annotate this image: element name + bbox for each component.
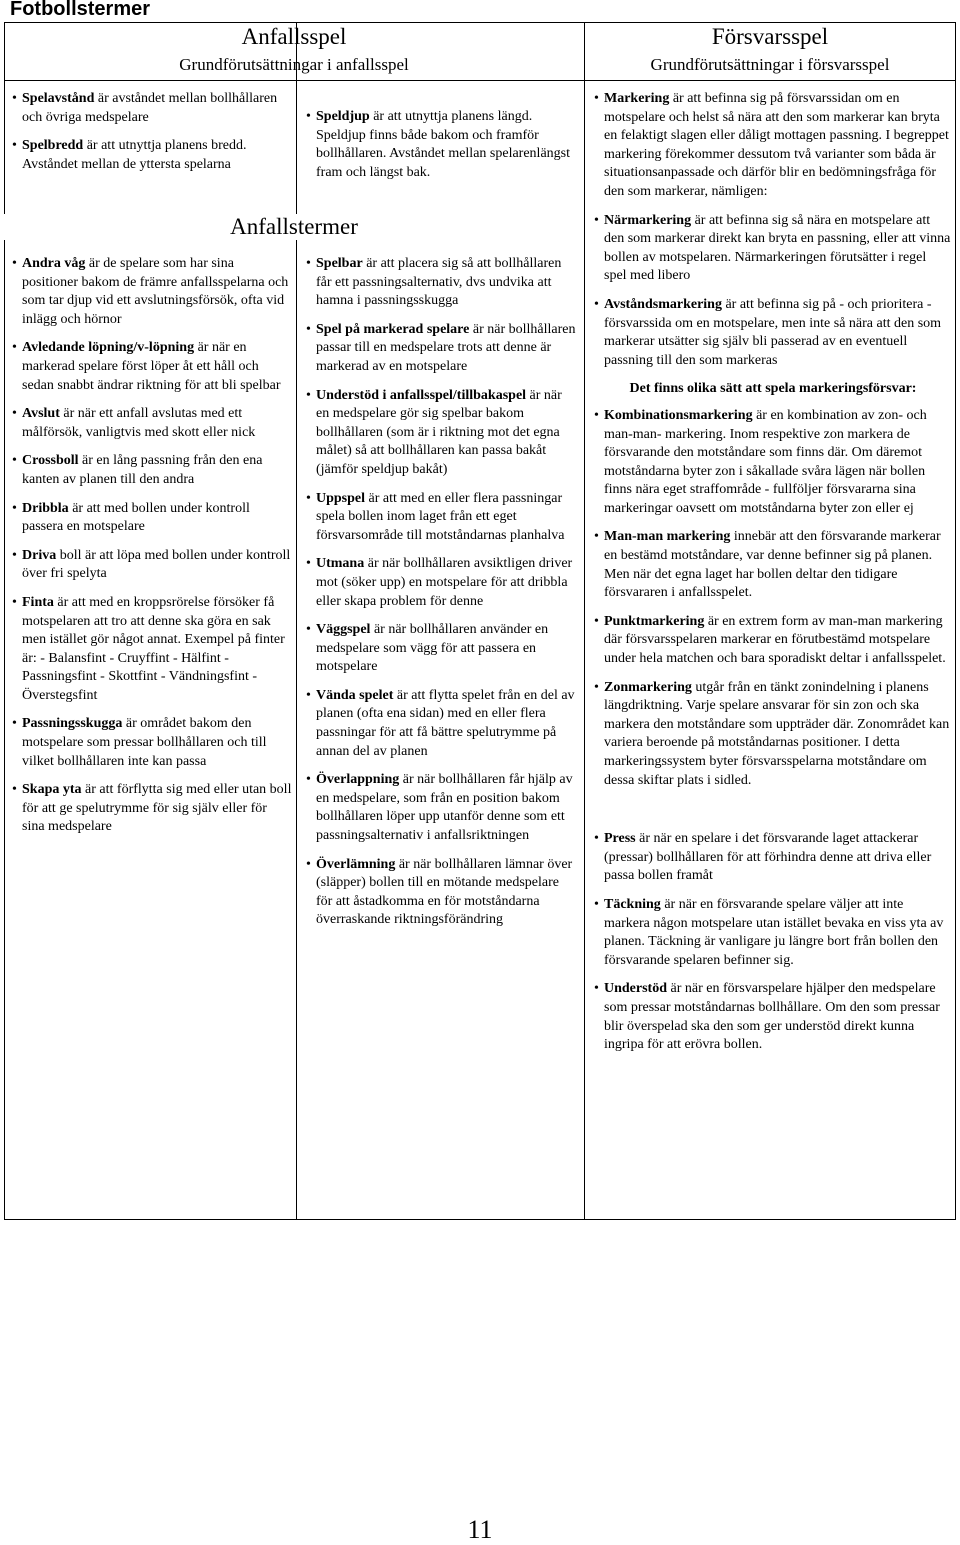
term-definition: är att med en kroppsrörelse försöker få motspelaren att tro att denne ska göra en sak men istället gör något annat. Exempel på finter är: - Balansfint - Cruyffint - Hälfint - Passningsfint - Skottfint - Vändningsfint - Överstegsfint	[22, 594, 285, 703]
term-definition: är att befinna sig så nära en motspelare att den som markerar direkt kan bryta en passning, eller att vinna bollen av motspelaren. Närmarkeringen förutsätter i regel spel med libero	[604, 212, 951, 284]
term-entry	[12, 715, 292, 771]
term-entry	[12, 405, 292, 442]
term-entry	[12, 452, 292, 489]
term-definition: är avståndet mellan bollhållaren och övriga medspelare	[22, 91, 278, 125]
term-definition: är när bollhållaren lämnar över (släpper) bollen till en mötande medspelare för att åstadkomma en för motståndarna överraskande riktningsförändring	[316, 856, 573, 928]
term-name: Spelavstånd	[22, 91, 95, 106]
term-entry	[594, 212, 952, 286]
term-name: Täckning	[604, 896, 661, 912]
term-definition: är när en medspelare gör sig spelbar bakom bollhållaren (som är i riktning mot det egna målet) så att bollhållaren kan passa bakåt (jämför speldjup bakåt)	[316, 387, 562, 477]
term-definition: är en extrem form av man-man markering där försvarsspelaren markerar en förutbestämd motspelare under hela matchen och bara sporadiskt deltar i anfallsspelet.	[604, 613, 946, 667]
term-entry	[306, 321, 578, 377]
term-definition: är att utnyttja planens längd. Speldjup finns både bakom och framför bollhållaren. Avståndet mellan spelarenlängst fram och längst bak.	[316, 109, 570, 180]
term-entry	[306, 621, 578, 677]
term-name: Zonmarkering	[604, 679, 692, 695]
term-entry	[306, 108, 578, 182]
term-entry	[306, 255, 578, 311]
term-entry	[594, 296, 952, 370]
term-definition: är när en försvarspelare hjälper den medspelare som pressar motståndarnas bollhållare. Om den som pressar blir överspelad ska den som ger understöd direkt kunna ingripa för att erövra bollen.	[604, 981, 940, 1053]
term-name: Spelbar	[316, 256, 363, 271]
term-entry	[594, 90, 952, 202]
term-name: Dribbla	[22, 500, 69, 516]
term-entry	[12, 500, 292, 537]
term-entry	[594, 830, 952, 886]
term-entry	[306, 771, 578, 845]
term-name: Avståndsmarkering	[604, 296, 722, 312]
term-name: Crossboll	[22, 453, 79, 469]
term-name: Speldjup	[316, 109, 370, 124]
term-definition: är området bakom den motspelare som pressar bollhållaren och till vilket bollhållaren inte kan passa	[22, 716, 267, 769]
term-name: Kombinationsmarkering	[604, 407, 753, 423]
page-number: 11	[467, 1515, 493, 1544]
term-definition: är en lång passning från den ena kanten av planen till den andra	[22, 453, 263, 487]
term-name: Passningsskugga	[22, 716, 123, 732]
page-title: Fotbollstermer	[10, 0, 151, 20]
term-name: Driva	[22, 547, 57, 563]
term-definition: är att befinna sig på försvarssidan om en motspelare och helst så nära att den som markerar kan bryta en felaktigt slagen eller dåligt mottagen passning. I begreppet markering förekommer dessutom två varianter som båda är situationsanpassade och därför blir en bedömningsfråga för den som markerar, nämligen:	[604, 91, 949, 199]
term-name: Markering	[604, 91, 670, 106]
term-definition: är en kombination av zon- och man-man- markering. Inom respektive zon markera de försvarande den motståndare som finns där. Om däremot motståndarna byter zon i såkallade svåra lägen när bollen finns nära eget straffområde - fullföljer försvararna sina markeringar oavsett om motståndarna byter zon eller ej	[604, 407, 927, 516]
col1-top-list	[12, 90, 282, 184]
term-entry	[306, 856, 578, 930]
column-divider-1	[296, 22, 297, 1220]
term-definition: är att utnyttja planens bredd. Avståndet mellan de yttersta spelarna	[22, 138, 247, 172]
term-definition: är att med en eller flera passningar spela bollen inom laget från ett eget försvarsområde till motståndarnas planhalva	[316, 490, 565, 543]
term-definition: är att placera sig så att bollhållaren får ett passningsalternativ, dvs undvika att hamna i passningsskugga	[316, 256, 562, 309]
term-definition: är när en spelare i det försvarande laget attackerar (pressar) bollhållaren för att förhindra denne att driva eller passa bollen framåt	[604, 831, 932, 884]
term-definition: är att med bollen under kontroll passera en motspelare	[22, 500, 250, 535]
term-entry	[12, 137, 282, 174]
term-definition: är att flytta spelet från en del av planen (ofta ena sidan) med en eller flera passningar för att få bättre spelutrymme på annan del av planen	[316, 687, 575, 759]
term-name: Överlämning	[316, 856, 396, 872]
markering-subheading: Det finns olika sätt att spela markeringsförsvar:	[629, 381, 917, 397]
header-anfallstermer: Anfallstermer	[4, 214, 584, 240]
col2-term-list	[306, 255, 578, 940]
term-name: Andra våg	[22, 256, 86, 271]
col2-top-list	[306, 108, 578, 192]
term-name: Press	[604, 831, 636, 847]
term-name: Avslut	[22, 406, 60, 422]
term-name: Understöd i anfallsspel/tillbakaspel	[316, 387, 527, 403]
term-name: Man-man markering	[604, 529, 731, 545]
term-entry	[306, 387, 578, 480]
term-definition: boll är att löpa med bollen under kontroll över fri spelyta	[22, 547, 291, 582]
term-name: Utmana	[316, 556, 365, 572]
header-anfallsspel: Anfallsspel	[241, 24, 347, 49]
term-entry	[594, 528, 952, 602]
term-name: Avledande löpning/v-löpning	[22, 340, 195, 356]
column-divider-2	[584, 22, 585, 1220]
term-name: Väggspel	[316, 622, 371, 638]
term-name: Punktmarkering	[604, 613, 705, 629]
term-definition: är att förflytta sig med eller utan boll för att ge spelutrymme för sig själv eller för sina medspelare	[22, 782, 292, 835]
term-name: Vända spelet	[316, 687, 394, 703]
term-entry	[594, 980, 952, 1054]
term-entry	[12, 594, 292, 706]
term-entry	[306, 687, 578, 761]
term-name: Understöd	[604, 981, 668, 997]
term-entry	[12, 339, 292, 395]
term-definition: är när en försvarande spelare väljer att inte markera någon motspelare utan istället bevaka en viss yta av planen. Täckning är vanligare ju längre bort från bollen den försvarande spelaren befinner sig.	[604, 896, 944, 968]
header-forsvarsspel: Försvarsspel	[711, 24, 829, 49]
term-name: Närmarkering	[604, 212, 692, 228]
term-entry	[12, 547, 292, 584]
term-name: Spel på markerad spelare	[316, 321, 470, 337]
term-entry	[306, 555, 578, 611]
term-entry	[594, 613, 952, 669]
col1-term-list	[12, 255, 292, 847]
term-definition: utgår från en tänkt zonindelning i planens längdriktning. Varje spelare ansvarar för sin zon och ska markera den motståndare som uppträder där. Zonområdet kan variera beroende på motståndarnas positioner. I detta markeringssystem byter försvarsspelarna motståndare om dessa skiftar plats i sidled.	[604, 679, 950, 788]
term-name: Uppspel	[316, 490, 366, 506]
header-grund-forsvar: Grundförutsättningar i försvarsspel	[650, 55, 890, 74]
term-entry	[12, 255, 292, 329]
term-definition: är när bollhållaren använder en medspelare som vägg för att passera en motspelare	[316, 622, 549, 675]
term-name: Skapa yta	[22, 782, 82, 798]
term-entry	[12, 90, 282, 127]
term-entry	[594, 896, 952, 970]
col3-wrapper	[594, 90, 952, 1065]
term-entry	[594, 679, 952, 791]
term-definition: är när bollhållaren får hjälp av en medspelare, som från en position bakom bollhållaren löper upp utanför denne som ett passningsalternativ i anfallsriktningen	[316, 772, 573, 844]
term-name: Finta	[22, 594, 54, 610]
term-definition: är när bollhållaren passar till en medspelare trots att denne är markerad av en motspelare	[316, 321, 576, 374]
term-definition: är när bollhållaren avsiktligen driver mot (söker upp) en motspelare för att dribbla eller skapa problem för denne	[316, 556, 573, 609]
term-entry	[306, 490, 578, 546]
term-entry	[594, 407, 952, 519]
header-grund-anfall: Grundförutsättningar i anfallsspel	[179, 55, 409, 74]
term-definition: är att befinna sig på - och prioritera - försvarssida om en motspelare, men inte så nära att den som markerar utsätter sig själv bli passerad av en eventuell passning till den som markeras	[604, 296, 942, 368]
header-divider	[4, 80, 956, 81]
term-definition: är när ett anfall avslutas med ett målförsök, vanligtvis med skott eller nick	[22, 406, 256, 440]
term-entry	[12, 781, 292, 837]
term-name: Överlappning	[316, 772, 400, 788]
term-definition: innebär att den försvarande markerar en bestämd motståndare, var denne befinner sig på planen. Men när det egna laget har bollen deltar den tidigare försvararen i anfallsspelet.	[604, 529, 941, 601]
term-definition: är när en markerad spelare först löper åt ett håll och sedan snabbt ändrar riktning för att bli spelbar	[22, 340, 281, 393]
term-name: Spelbredd	[22, 138, 84, 154]
term-definition: är de spelare som har sina positioner bakom de främre anfallsspelarna och som tar djup vid ett avslutningsförsök, ofta vid inlägg och hörnor	[22, 256, 289, 327]
